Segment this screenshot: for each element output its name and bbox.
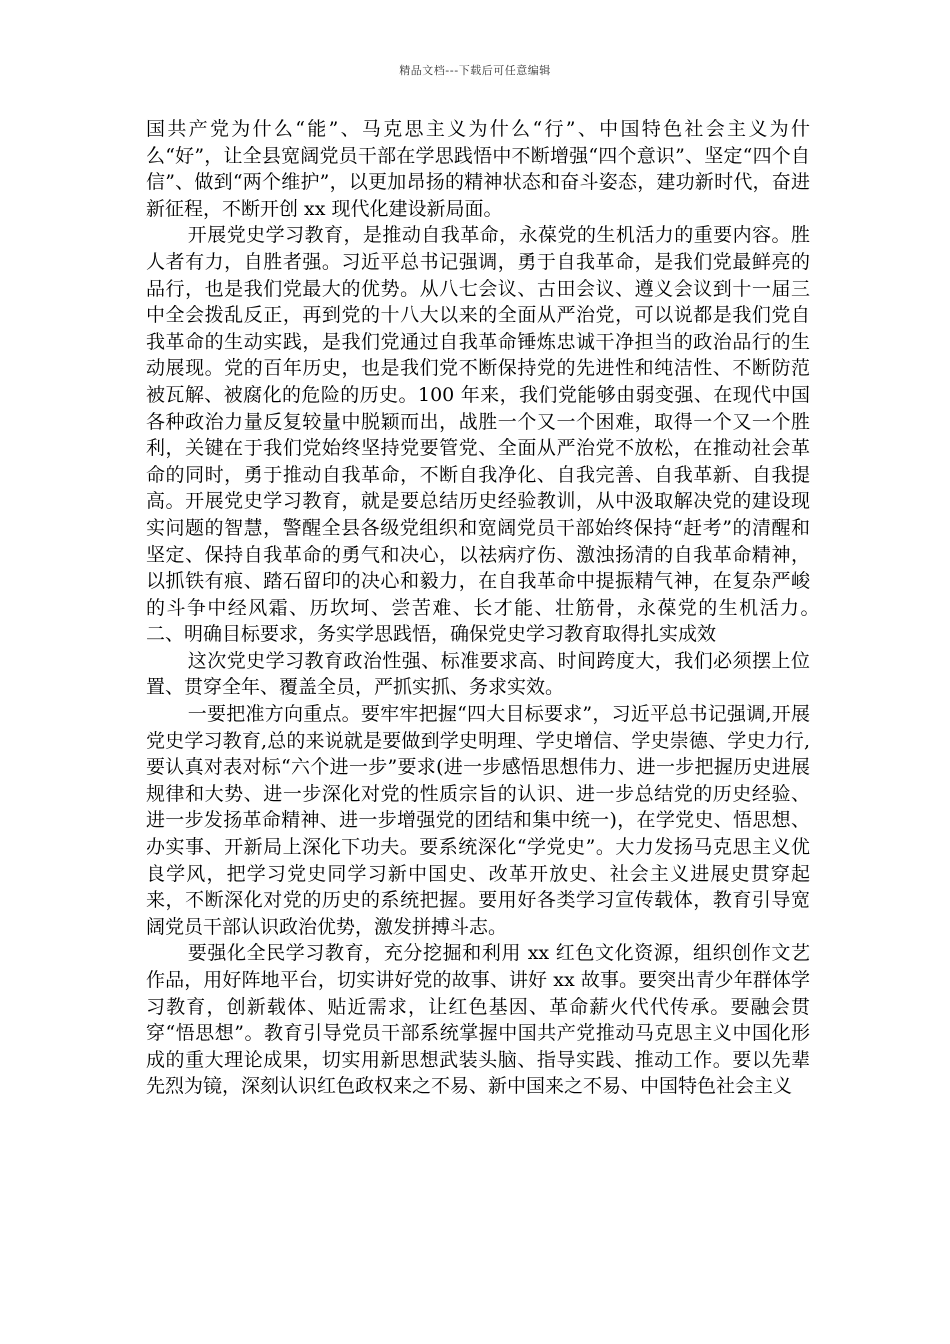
- paragraph-direction-focus: 一要把准方向重点。要牢牢把握“四大目标要求”，习近平总书记强调,开展党史学习教育,总的来说就是要做到学史明理、学史增信、学史崇德、学史力行,要认真对表对标“六个进一步”要求(进一步感悟思想伟力、进一步把握历史进展规律和大势、进一步深化对党的性质宗旨的认识、进一步总结党的历史经验、进一步发扬革命精神、进一步增强党的团结和集中统一)，在学党史、悟思想、办实事、开新局上深化下功夫。要系统深化“学党史”。大力发扬马克思主义优良学风，把学习党史同学习新中国史、改革开放史、社会主义进展史贯穿起来，不断深化对党的历史的系统把握。要用好各类学习宣传载体，教育引导宽阔党员干部认识政治优势，激发拼搏斗志。: [146, 703, 810, 938]
- document-body: [146, 116, 849, 1100]
- page-header: 精品文档---下载后可任意编辑: [399, 64, 551, 77]
- paragraph-self-revolution: 开展党史学习教育，是推动自我革命，永葆党的生机活力的重要内容。胜人者有力，自胜者强。习近平总书记强调，勇于自我革命，是我们党最鲜亮的品行，也是我们党最大的优势。从八七会议、古田会议、遵义会议到十一届三中全会拨乱反正，再到党的十八大以来的全面从严治党，可以说都是我们党自我革命的生动实践，是我们党通过自我革命锤炼忠诚干净担当的政治品行的生动展现。党的百年历史，也是我们党不断保持党的先进性和纯洁性、不断防范被瓦解、被腐化的危险的历史。100 年来，我们党能够由弱变强、在现代中国各种政治力量反复较量中脱颖而出，战胜一个又一个困难，取得一个又一个胜利，关键在于我们党始终坚持党要管党、全面从严治党不放松，在推动社会革命的同时，勇于推动自我革命，不断自我净化、自我完善、自我革新、自我提高。开展党史学习教育，就是要总结历史经验教训，从中汲取解决党的建设现实问题的智慧，警醒全县各级党组织和宽阔党员干部始终保持“赶考”的清醒和坚定、保持自我革命的勇气和决心，以祛病疗伤、激浊扬清的自我革命精神，以抓铁有痕、踏石留印的决心和毅力，在自我革命中提振精气神，在复杂严峻的斗争中经风霜、历坎坷、尝苦难、长才能、壮筋骨，永葆党的生机活力。 二、明确目标要求，务实学思践悟，确保党史学习教育取得扎实成效: [146, 224, 849, 646]
- paragraph-public-education: 要强化全民学习教育，充分挖掘和利用 xx 红色文化资源，组织创作文艺作品，用好阵地平台，切实讲好党的故事、讲好 xx 故事。要突出青少年群体学习教育，创新载体、贴近需求，让红色基因、革命薪火代代传承。要融会贯穿“悟思想”。教育引导党员干部系统掌握中国共产党推动马克思主义中国化形成的重大理论成果，切实用新思想武装头脑、指导实践、推动工作。要以先辈先烈为镜，深刻认识红色政权来之不易、新中国来之不易、中国特色社会主义: [146, 942, 810, 1098]
- paragraph-education-overview: 这次党史学习教育政治性强、标准要求高、时间跨度大，我们必须摆上位置、贯穿全年、覆盖全员，严抓实抓、务求实效。: [146, 649, 810, 699]
- paragraph-continued-intro: 国共产党为什么“能”、马克思主义为什么“行”、中国特色社会主义为什么“好”，让全县宽阔党员干部在学思践悟中不断增强“四个意识”、坚定“四个自信”、做到“两个维护”，以更加昂扬的精神状态和奋斗姿态，建功新时代，奋进新征程，不断开创 xx 现代化建设新局面。: [146, 118, 810, 220]
